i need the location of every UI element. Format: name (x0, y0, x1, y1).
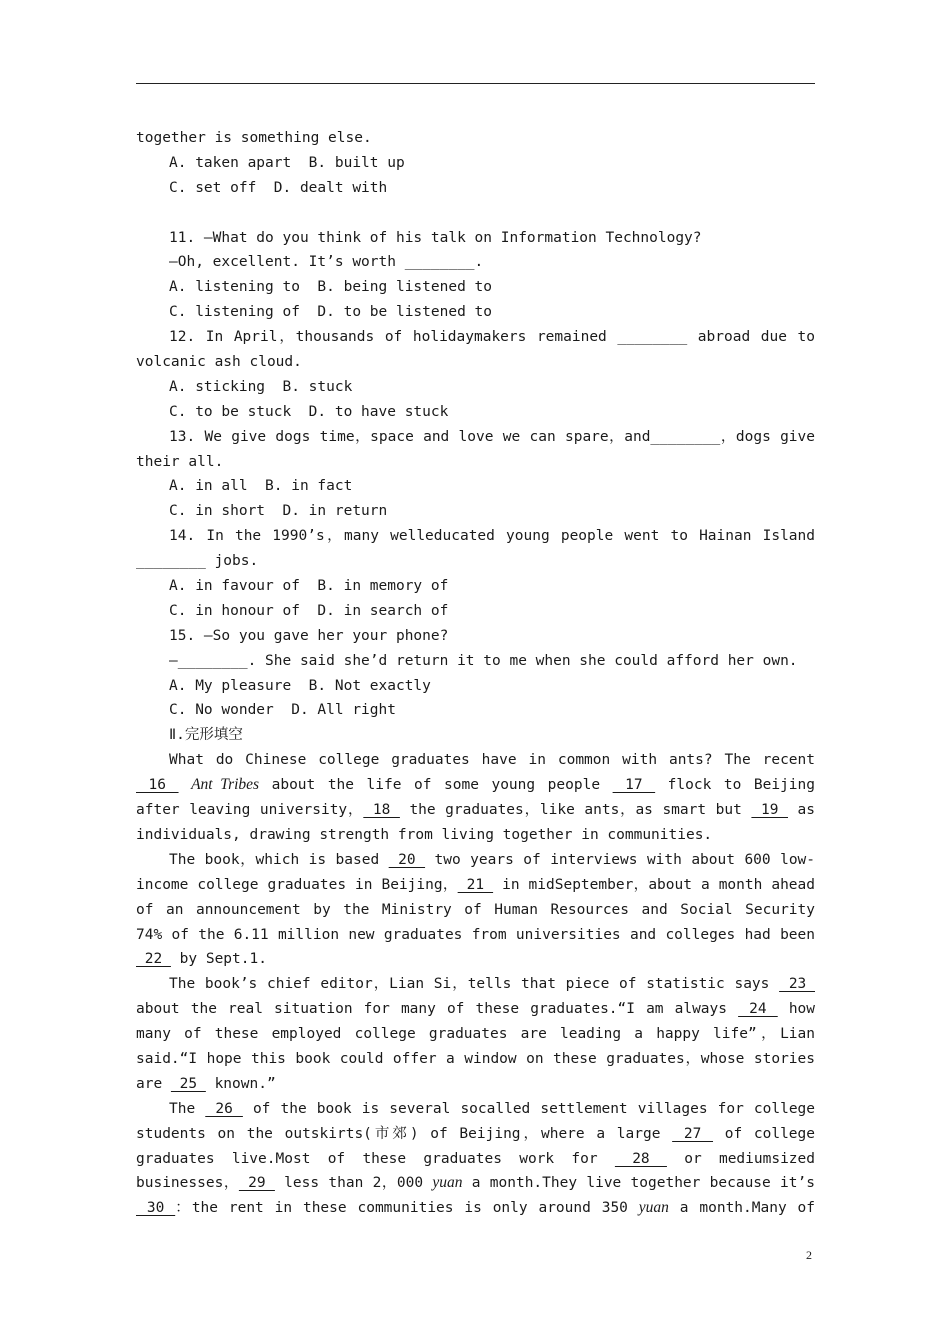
p4-line1-text-a: The (169, 1100, 206, 1117)
p1-line2 (136, 773, 815, 798)
blank-25[interactable]: 25 (170, 1075, 206, 1092)
q13-stem-line1: 13. We give dogs time，space and love we can spare，and________，dogs give (169, 428, 815, 445)
p3-line2-text-a: about the real situation for many of these graduates.“I am always (136, 1001, 739, 1018)
p1-line3-text-c: as (787, 802, 815, 819)
p3-line5-text-a: are (136, 1075, 171, 1092)
blank-28[interactable]: 28 (614, 1150, 667, 1167)
p3-line1 (136, 972, 815, 997)
currency-yuan: yuan (432, 1174, 463, 1192)
q11-stem: 11. —What do you think of his talk on Information Technology? (169, 229, 702, 246)
p4-line4-text-a: businesses， (136, 1175, 239, 1192)
p1-line4: individuals, drawing strength from living together in communities. (136, 826, 713, 843)
p4-line3 (136, 1147, 815, 1172)
p2-line1-text-a: The book，which is based (169, 851, 389, 868)
p1-line3-text-a: after leaving university， (136, 802, 364, 819)
page-number: 2 (806, 1248, 812, 1262)
q14-stem-line1: 14. In the 1990’s，many welleducated young people went to Hainan Island (169, 528, 815, 545)
p4-line4 (136, 1171, 815, 1196)
p3-line5-text-b: known.” (205, 1075, 276, 1092)
q12-options-cd: C. to be stuck D. to have stuck (169, 403, 449, 420)
q12-stem-line1: 12. In April，thousands of holidaymakers remained ________ abroad due to (169, 329, 815, 346)
p2-line1 (136, 848, 815, 873)
q15-reply: —________. She said she’d return it to me when she could afford her own. (169, 652, 798, 669)
p2-line5-text: by Sept.1. (170, 951, 267, 968)
blank-18[interactable]: 18 (363, 802, 400, 819)
p1-line2-text-a: about the life of some young people (259, 777, 613, 794)
q11-reply: —Oh, excellent. It’s worth ________. (169, 254, 484, 271)
blank-17[interactable]: 17 (612, 777, 656, 794)
p4-line2 (136, 1122, 815, 1147)
blank-27[interactable]: 27 (672, 1125, 714, 1142)
p3-line1-text: The book’s chief editor，Lian Si，tells that piece of statistic says (169, 976, 780, 993)
p4-line2-text-b: of college (713, 1125, 815, 1142)
p4-line4-text-b: less than 2，000 (274, 1175, 433, 1192)
blank-22[interactable]: 22 (136, 951, 171, 968)
q12-options-ab: A. sticking B. stuck (169, 378, 353, 395)
q13-stem-line2: their all. (136, 453, 224, 470)
q12-stem-line2: volcanic ash cloud. (136, 354, 302, 371)
q13-options-cd: C. in short D. in return (169, 503, 388, 520)
p2-line5 (136, 947, 815, 972)
q13-options-ab: A. in all B. in fact (169, 478, 353, 495)
p2-line2-text-b: in midSeptember，about a month ahead (493, 876, 815, 893)
blank-24[interactable]: 24 (738, 1001, 778, 1018)
q15-options-ab: A. My pleasure B. Not exactly (169, 677, 431, 694)
p4-line5-text-b: a month.Many of (668, 1200, 815, 1217)
q15-stem: 15. —So you gave her your phone? (169, 627, 449, 644)
q10-options-ab: A. taken apart B. built up (169, 154, 405, 171)
page-content (136, 126, 815, 1221)
p4-line1-text-b: of the book is several socalled settlement villages for college (242, 1100, 815, 1117)
p4-line5 (136, 1196, 815, 1221)
p3-line4: said.“I hope this book could offer a window on these graduates，whose stories (136, 1050, 815, 1067)
q14-stem-line2: ________ jobs. (136, 553, 259, 570)
blank-26[interactable]: 26 (205, 1100, 243, 1117)
currency-yuan: yuan (638, 1199, 669, 1217)
q10-options-cd: C. set off D. dealt with (169, 179, 388, 196)
blank-29[interactable]: 29 (238, 1175, 275, 1192)
blank-30[interactable]: 30 (136, 1200, 176, 1217)
q15-options-cd: C. No wonder D. All right (169, 702, 396, 719)
p4-line1 (136, 1097, 815, 1122)
p1-line3 (136, 798, 815, 823)
q14-options-ab: A. in favour of B. in memory of (169, 578, 449, 595)
spacer (136, 201, 815, 226)
p3-line3: many of these employed college graduates are leading a happy life”，Lian (136, 1026, 815, 1043)
p1-line2-text-b: flock to Beijing (655, 777, 815, 794)
q10-tail: together is something else. (136, 130, 372, 146)
blank-23[interactable]: 23 (779, 976, 815, 993)
book-title: Ant Tribes (191, 776, 260, 794)
section-heading: Ⅱ.完形填空 (169, 727, 243, 744)
p4-line3-text-b: or mediumsized (666, 1150, 815, 1167)
p4-line2-text-a: students on the outskirts(市郊) of Beijing，where a large (136, 1125, 673, 1142)
p1-line1: What do Chinese college graduates have in common with ants? The recent (169, 752, 815, 769)
blank-20[interactable]: 20 (388, 851, 426, 868)
p1-line3-text-b: the graduates，like ants，as smart but (399, 802, 752, 819)
q14-options-cd: C. in honour of D. in search of (169, 602, 449, 619)
header-rule (136, 83, 815, 84)
p4-line4-text-c: a month.They live together because it’s (462, 1175, 815, 1192)
blank-16[interactable]: 16 (136, 777, 179, 794)
p3-line2-text-b: how (777, 1001, 815, 1018)
p2-line2-text-a: income college graduates in Beijing， (136, 876, 458, 893)
p3-line2 (136, 997, 815, 1022)
p3-line5 (136, 1072, 815, 1097)
p2-line1-text-b: two years of interviews with about 600 low- (425, 851, 815, 868)
blank-19[interactable]: 19 (751, 802, 788, 819)
blank-21[interactable]: 21 (457, 876, 494, 893)
p4-line3-text-a: graduates live.Most of these graduates work for (136, 1150, 615, 1167)
p2-line4: 74% of the 6.11 million new graduates from universities and colleges had been (136, 926, 815, 943)
q11-options-cd: C. listening of D. to be listened to (169, 304, 493, 321)
p2-line2 (136, 873, 815, 898)
p2-line3: of an announcement by the Ministry of Human Resources and Social Security (136, 901, 815, 918)
q11-options-ab: A. listening to B. being listened to (169, 279, 493, 296)
p4-line5-text-a: ：the rent in these communities is only around 350 (175, 1200, 639, 1217)
